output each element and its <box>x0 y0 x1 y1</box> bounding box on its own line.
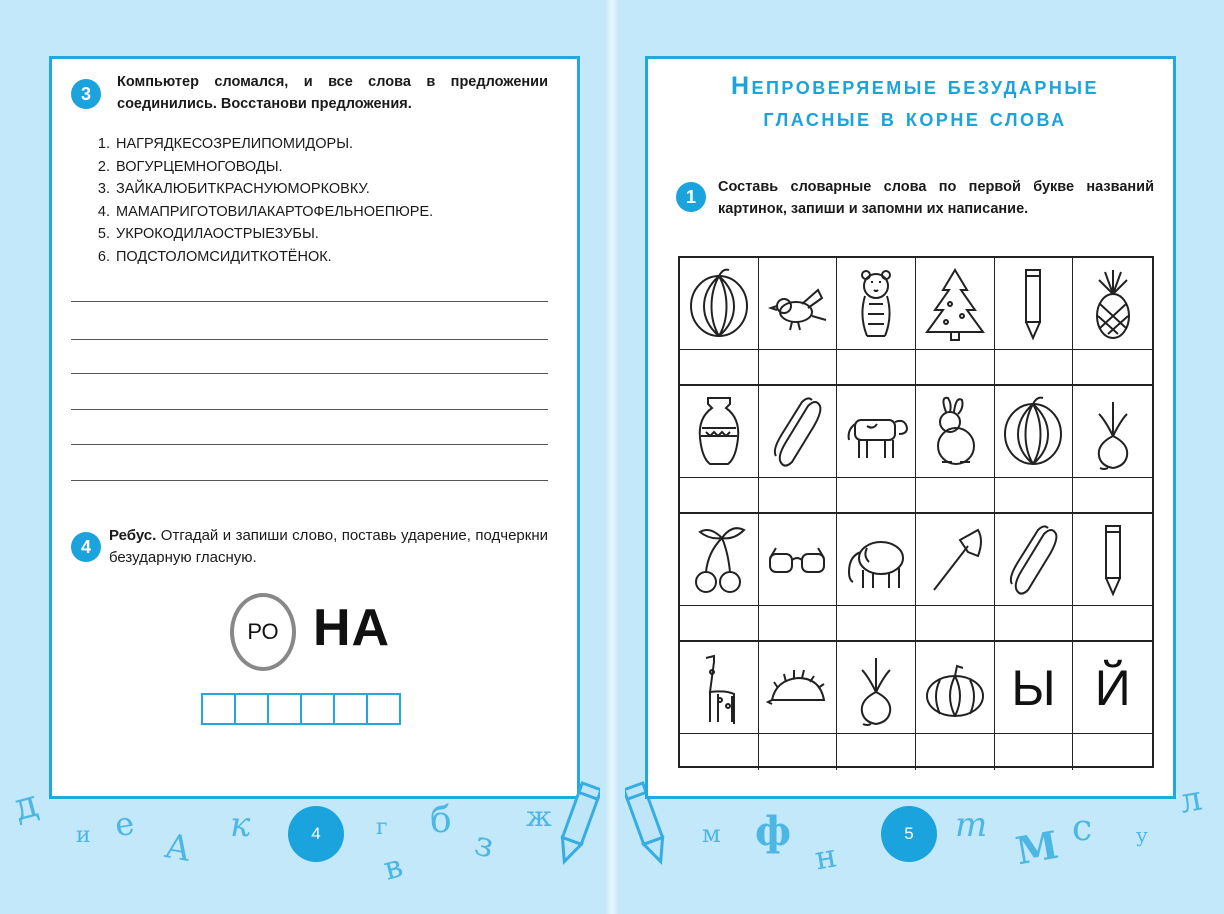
watermelon-icon <box>995 386 1074 478</box>
answer-box[interactable] <box>300 693 335 725</box>
decor-letter: А <box>161 826 195 870</box>
task-4-number-badge: 4 <box>71 532 101 562</box>
decor-letter: б <box>430 800 452 841</box>
decor-letter: ж <box>526 800 552 833</box>
task-4-instruction <box>109 525 548 569</box>
christmas-tree-icon <box>916 258 995 350</box>
rebus-word: НА <box>313 599 391 657</box>
answer-cell[interactable] <box>837 478 916 514</box>
answer-cell[interactable] <box>680 734 759 770</box>
rebus-label: Ребус. <box>109 527 157 544</box>
pumpkin-icon <box>916 642 995 734</box>
answer-cell[interactable] <box>916 478 995 514</box>
big-letter: Ы <box>1011 659 1056 716</box>
answer-cell[interactable] <box>837 350 916 386</box>
task-3-word-list <box>88 133 433 268</box>
book-gutter <box>604 0 620 914</box>
letter-cell <box>1073 642 1152 734</box>
answer-box[interactable] <box>201 693 236 725</box>
rebus-instruction-text: Отгадай и запиши слово, поставь ударение, подчеркни безударную гласную. <box>109 527 548 566</box>
pineapple-icon <box>1073 258 1152 350</box>
cherry-icon <box>680 514 759 606</box>
answer-cell[interactable] <box>1073 734 1152 770</box>
task-1-instruction: Составь словарные слова по первой букве названий картинок, запиши и запомни их написание. <box>718 179 1154 217</box>
giraffe-icon <box>680 642 759 734</box>
tiger-icon <box>837 258 916 350</box>
decor-letter: л <box>1176 778 1205 822</box>
page-title <box>680 70 1150 134</box>
rebus-circle-text: РО <box>247 619 279 644</box>
answer-box[interactable] <box>333 693 368 725</box>
list-item: 6. ПОДСТОЛОМСИДИТКОТЁНОК. <box>114 246 433 269</box>
decor-letter: м <box>702 820 721 848</box>
decor-letter: М <box>1012 821 1062 874</box>
list-item: 5. УКРОКОДИЛАОСТРЫЕЗУБЫ. <box>114 223 433 246</box>
decor-letter: у <box>1136 823 1148 847</box>
pencil-icon <box>1073 514 1152 606</box>
vase-icon <box>680 386 759 478</box>
answer-cell[interactable] <box>995 350 1074 386</box>
list-item: 4. МАМАПРИГОТОВИЛАКАРТОФЕЛЬНОЕПЮРЕ. <box>114 201 433 224</box>
onion-icon <box>837 642 916 734</box>
rabbit-icon <box>916 386 995 478</box>
page-title-line: гласные в корне слова <box>763 104 1067 132</box>
decor-letter: д <box>8 780 43 830</box>
cucumber-icon <box>995 514 1074 606</box>
glasses-icon <box>759 514 838 606</box>
task-3-instruction: Компьютер сломался, и все слова в предложении соединились. Восстанови предложения. <box>117 74 548 112</box>
list-item: 3. ЗАЙКАЛЮБИТКРАСНУЮМОРКОВКУ. <box>114 178 433 201</box>
writing-line[interactable] <box>71 373 548 374</box>
answer-cell[interactable] <box>995 734 1074 770</box>
decor-letter: г <box>376 815 388 840</box>
decor-letter: с <box>1072 808 1093 849</box>
rebus-circle <box>230 593 296 671</box>
decor-letter: к <box>230 805 251 845</box>
page-number-left: 4 <box>288 806 344 862</box>
letter-cell <box>995 642 1074 734</box>
answer-cell[interactable] <box>916 734 995 770</box>
decor-letter: з <box>470 823 499 867</box>
answer-cell[interactable] <box>759 734 838 770</box>
writing-line[interactable] <box>71 409 548 410</box>
page-title-line: Непроверяемые безударные <box>730 72 1100 100</box>
page-number-right: 5 <box>881 806 937 862</box>
axe-icon <box>916 514 995 606</box>
answer-cell[interactable] <box>995 478 1074 514</box>
answer-cell[interactable] <box>680 606 759 642</box>
decor-letter: ф <box>755 808 792 855</box>
answer-cell[interactable] <box>680 478 759 514</box>
answer-cell[interactable] <box>837 734 916 770</box>
task-3-number-badge: 3 <box>71 79 101 109</box>
answer-cell[interactable] <box>680 350 759 386</box>
big-letter: Й <box>1094 659 1131 716</box>
answer-box[interactable] <box>234 693 269 725</box>
hedgehog-icon <box>759 642 838 734</box>
bird-icon <box>759 258 838 350</box>
pencil-decoration-icon <box>556 780 600 868</box>
answer-cell[interactable] <box>759 606 838 642</box>
answer-cell[interactable] <box>995 606 1074 642</box>
writing-line[interactable] <box>71 339 548 340</box>
decor-letter: т <box>955 805 988 845</box>
rebus-answer-boxes <box>201 693 399 725</box>
answer-box[interactable] <box>366 693 401 725</box>
answer-cell[interactable] <box>916 606 995 642</box>
task-1-number-badge: 1 <box>676 182 706 212</box>
answer-cell[interactable] <box>1073 478 1152 514</box>
onion-icon <box>1073 386 1152 478</box>
decor-letter: в <box>379 846 407 888</box>
list-item: 1. НАГРЯДКЕСОЗРЕЛИПОМИДОРЫ. <box>114 133 433 156</box>
pencil-icon <box>995 258 1074 350</box>
decor-letter: е <box>111 803 138 845</box>
answer-cell[interactable] <box>1073 350 1152 386</box>
watermelon-icon <box>680 258 759 350</box>
answer-cell[interactable] <box>916 350 995 386</box>
writing-line[interactable] <box>71 444 548 445</box>
decor-letter: и <box>76 823 91 848</box>
cow-icon <box>837 386 916 478</box>
elephant-icon <box>837 514 916 606</box>
list-item: 2. ВОГУРЦЕМНОГОВОДЫ. <box>114 156 433 179</box>
writing-line[interactable] <box>71 301 548 302</box>
answer-cell[interactable] <box>837 606 916 642</box>
decor-letter: н <box>811 836 840 878</box>
picture-grid <box>678 256 1154 768</box>
writing-line[interactable] <box>71 480 548 481</box>
answer-box[interactable] <box>267 693 302 725</box>
answer-cell[interactable] <box>1073 606 1152 642</box>
cucumber-icon <box>759 386 838 478</box>
answer-cell[interactable] <box>759 350 838 386</box>
answer-cell[interactable] <box>759 478 838 514</box>
